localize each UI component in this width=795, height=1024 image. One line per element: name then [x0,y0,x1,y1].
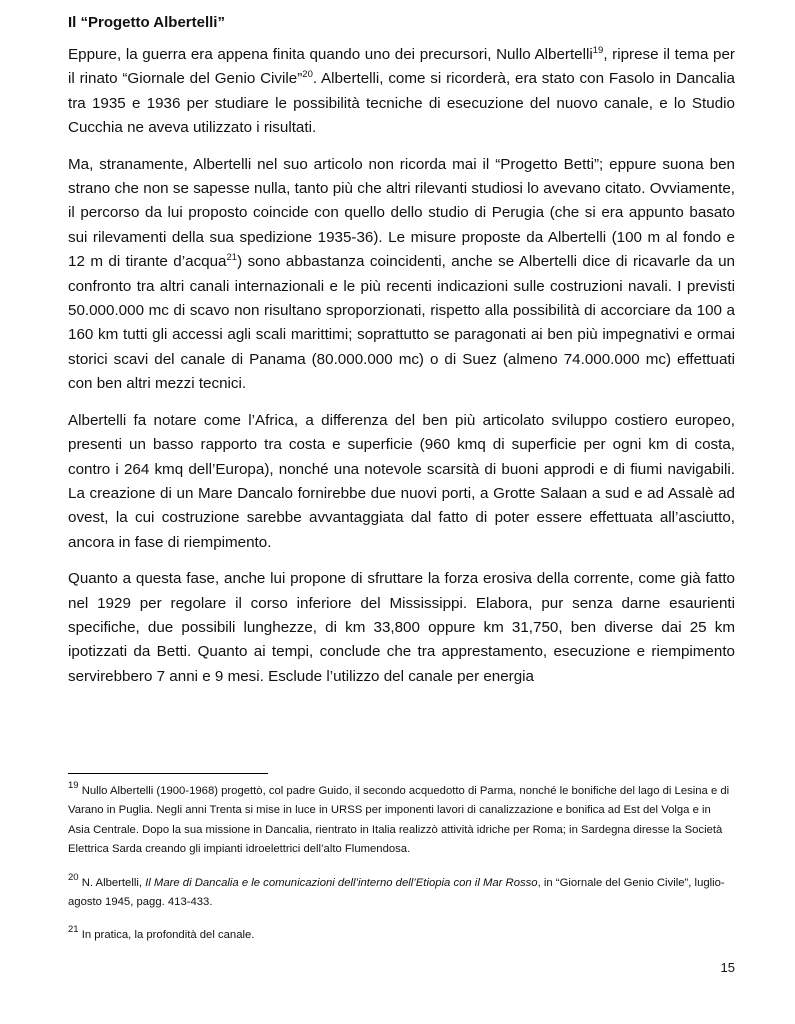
paragraph [68,567,735,689]
text-run: Eppure, la guerra era appena finita quando uno dei precursori, Nullo Albertelli [68,46,593,63]
text-run: Albertelli fa notare come l’Africa, a differenza del ben più articolato sviluppo costiero europeo, presenti un basso rapporto tra costa e superficie (960 kmq di superficie per ogni km di costa, contro i 264 kmq dell’Europa), nonché una notevole scarsità di buoni approdi e di fiumi navigabili. La creazione di un Mare Dancalo fornirebbe due nuovi porti, a Grotte Salaan a sud e ad Assalè ad ovest, la cui costruzione sarebbe avvantaggiata dal fatto di poter essere effettuata all’asciutto, ancora in fase di riempimento. [68,411,735,551]
footnote-ref: 20 [302,69,313,81]
page-body [68,12,735,689]
paragraph [68,153,735,397]
footnote [68,926,735,945]
text-run: . Albertelli, come si ricorderà, era stato con Fasolo in Dancalia tra 1935 e 1936 per studiare le possibilità tecniche di esecuzione del nuovo canale, e lo Studio Cucchia ne aveva utilizzato i risultati. [68,70,735,137]
footnote-separator [68,773,268,774]
text-run: Nullo Albertelli (1900-1968) progettò, col padre Guido, il secondo acquedotto di Parma, nonché le bonifiche del lago di Lesina e di Varano in Puglia. Negli anni Trenta si mise in luce in URSS per imponenti lavori di canalizzazione e bonifica ad Est del Volga e in Asia Centrale. Dopo la sua missione in Dancalia, rientrato in Italia realizzò attività idriche per Roma; in Sardegna diresse la Società Elettrica Sarda creando gli impianti idroelettrici dell’alto Flumendosa. [68,785,730,856]
text-run: Quanto a questa fase, anche lui propone di sfruttare la forza erosiva della corrente, come già fatto nel 1929 per regolare il corso inferiore del Mississippi. Elabora, pur senza darne esaurienti specifiche, due possibili lunghezze, di km 33,800 oppure km 31,750, ben diverse dai 25 km ipotizzati da Betti. Quanto ai tempi, conclude che tra apprestamento, esecuzione e riempimento servirebbero 7 anni e 9 mesi. Esclude l’utilizzo del canale per energia [68,570,735,685]
footnote [68,782,735,860]
text-run: N. Albertelli, [78,876,146,889]
footnote-ref: 19 [68,780,79,791]
paragraph [68,409,735,555]
paragraph [68,43,735,141]
body-text [68,43,735,689]
footnote [68,871,735,913]
text-run: In pratica, la profondità del canale. [78,929,255,942]
text-run: , riprese il tema per il rinato “Giornale del Genio Civile” [68,46,735,88]
italic-title: Il Mare di Dancalia e le comunicazioni dell’interno dell’Etiopia con il Mar Rosso [145,876,538,889]
section-heading: Il “Progetto Albertelli” [68,14,225,31]
page-number: 15 [720,960,735,975]
footnote-ref: 20 [68,871,79,883]
footnote-ref: 21 [68,924,79,936]
text-run: ) sono abbastanza coincidenti, anche se Albertelli dice di ricavarle da un confronto tra altri canali internazionali e le più recenti indicazioni sulle costruzioni navali. I previsti 50.000.000 mc di scavo non risultano sproporzionati, rispetto alla possibilità di accorciare da 100 a 160 km tutti gli accessi agli scali marittimi; soprattutto se paragonati ai ben più impegnativi e ormai storici scavi del canale di Panama (80.000.000 mc) o di Suez (almeno 74.000.000 mc) effettuati con ben altri mezzi tecnici. [68,253,735,393]
footnote-ref: 19 [592,45,604,56]
footnote-ref: 21 [226,252,238,264]
footnotes [68,782,735,960]
text-run: Ma, stranamente, Albertelli nel suo articolo non ricorda mai il “Progetto Betti”; eppure suona ben strano che non se sapesse nulla, tanto più che altri rilevanti studiosi lo avevano citato. Ovviamente, il percorso da lui proposto coincide con quello dello studio di Perugia (che si era appunto basato sui rilevamenti della sua spedizione 1935-36). Le misure proposte da Albertelli (100 m al fondo e 12 m di tirante d’acqua [68,155,735,271]
text-run: , in “Giornale del Genio Civile”, luglio-agosto 1945, pagg. 413-433. [68,876,725,909]
